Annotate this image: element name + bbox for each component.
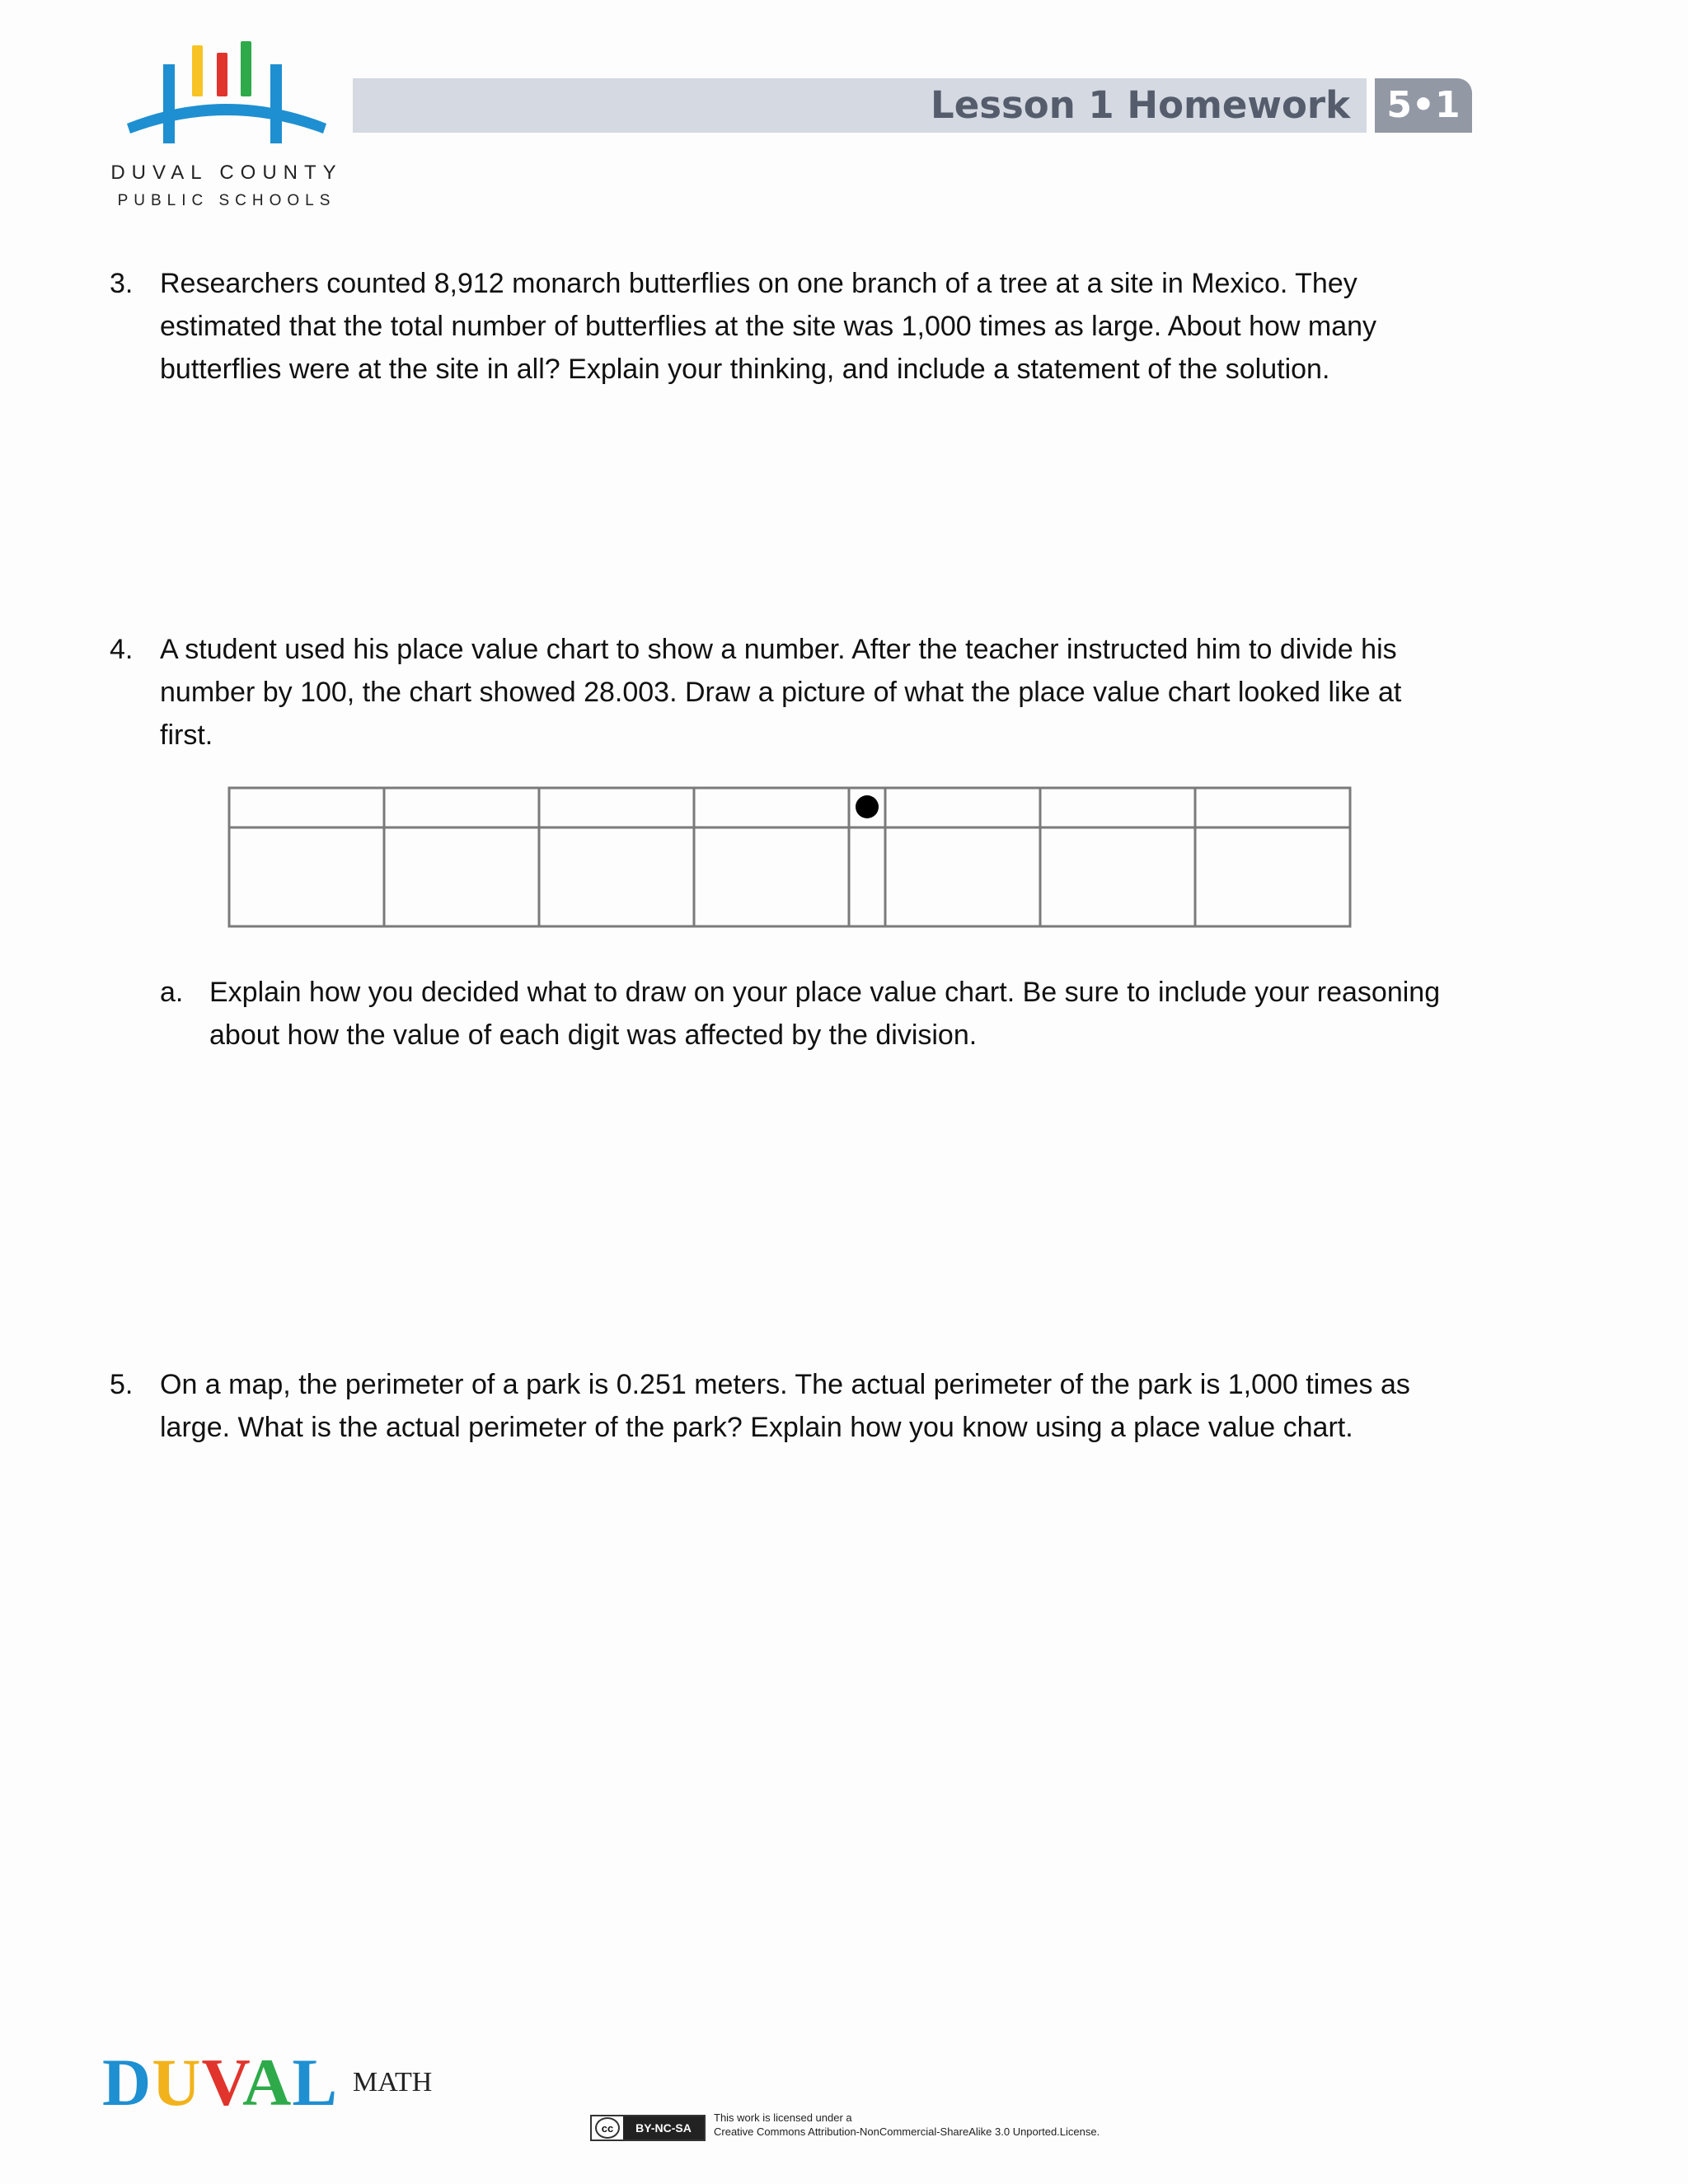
problem-4-line: first. <box>160 719 213 751</box>
license-line2[interactable]: Creative Commons Attribution-NonCommercial-ShareAlike 3.0 Unported.License. <box>714 2125 1100 2138</box>
problem-3-line: estimated that the total number of butterflies at the site was 1,000 times as large. About how many <box>160 311 1377 342</box>
cc-license-label: BY-NC-SA <box>623 2116 704 2139</box>
decimal-point-marker <box>856 795 879 818</box>
problem-3-text <box>160 262 1376 391</box>
district-logo-icon <box>124 33 330 152</box>
problem-3-number: 3. <box>110 268 134 299</box>
lesson-title: Lesson 1 Homework <box>931 83 1350 127</box>
problem-5-number: 5. <box>110 1369 134 1400</box>
cc-license-badge[interactable] <box>590 2115 706 2141</box>
duval-math-logo <box>102 2045 339 2120</box>
org-name-line2: PUBLIC SCHOOLS <box>117 192 336 209</box>
problem-3-line: Researchers counted 8,912 monarch butterflies on one branch of a tree at a site in Mexico. They <box>160 268 1357 299</box>
org-name-line1: DUVAL COUNTY <box>110 162 343 184</box>
problem-4a-label: a. <box>160 977 184 1008</box>
place-value-chart[interactable] <box>227 786 1352 928</box>
brand-suffix: MATH <box>353 2067 433 2097</box>
cc-icon: cc <box>595 2117 620 2139</box>
grade-module-badge: 5•1 <box>1375 78 1472 133</box>
problem-4-number: 4. <box>110 634 134 665</box>
brand-letter: A <box>242 2045 293 2120</box>
problem-4a-text <box>209 971 1440 1057</box>
problem-4-line: number by 100, the chart showed 28.003. Draw a picture of what the place value chart looked like at <box>160 677 1402 708</box>
brand-letter: U <box>152 2045 202 2120</box>
brand-letter: V <box>201 2045 243 2120</box>
license-line1: This work is licensed under a <box>714 2111 852 2124</box>
brand-letter: L <box>292 2045 339 2120</box>
problem-4a-line: about how the value of each digit was affected by the division. <box>209 1019 978 1051</box>
chart-border <box>229 788 1350 926</box>
problem-4-text <box>160 628 1401 757</box>
problem-5-text <box>160 1363 1410 1449</box>
problem-4-line: A student used his place value chart to show a number. After the teacher instructed him to divide his <box>160 634 1397 665</box>
problem-5-line: large. What is the actual perimeter of the park? Explain how you know using a place value chart. <box>160 1412 1353 1443</box>
problem-3-line: butterflies were at the site in all? Explain your thinking, and include a statement of the solution. <box>160 354 1330 385</box>
brand-letter: D <box>102 2045 152 2120</box>
problem-4a-line: Explain how you decided what to draw on your place value chart. Be sure to include your reasoning <box>209 977 1441 1008</box>
problem-5-line: On a map, the perimeter of a park is 0.251 meters. The actual perimeter of the park is 1,000 times as <box>160 1369 1410 1400</box>
